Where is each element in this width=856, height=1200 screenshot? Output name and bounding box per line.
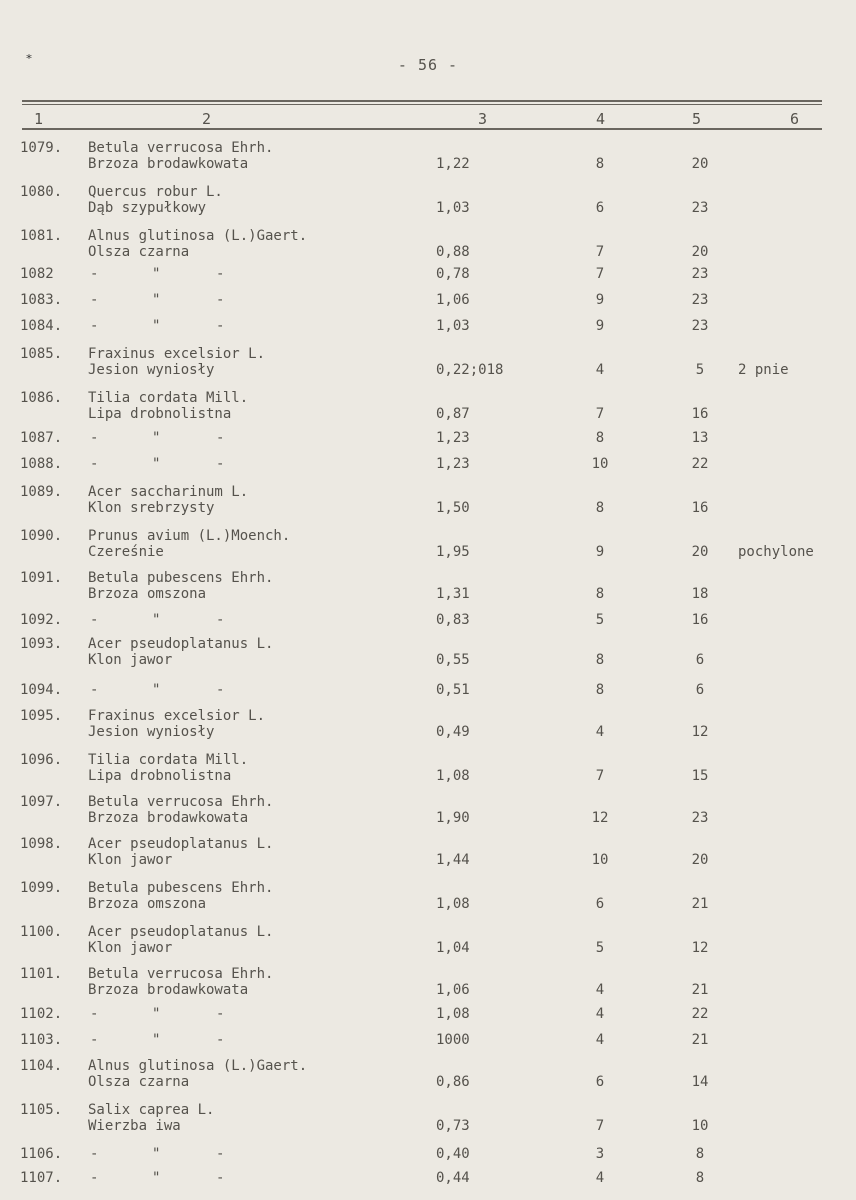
row-number: 1086. (20, 390, 63, 406)
value-col-4: 4 (595, 1006, 605, 1022)
value-col-4: 9 (595, 318, 605, 334)
latin-name: Betula pubescens Ehrh. (88, 880, 274, 896)
value-col-3: 0,44 (436, 1170, 470, 1186)
value-col-5: 5 (695, 362, 705, 378)
value-col-3: 1,03 (436, 318, 470, 334)
value-col-4: 7 (595, 1118, 605, 1134)
row-number: 1094. (20, 682, 63, 698)
value-col-3: 1000 (436, 1032, 470, 1048)
value-col-5: 15 (691, 768, 709, 784)
value-col-4: 4 (595, 724, 605, 740)
value-col-4: 7 (595, 266, 605, 282)
ditto-mark: - (216, 456, 225, 472)
ditto-mark: " (152, 266, 161, 282)
value-col-3: 0,22;018 (436, 362, 504, 378)
row-number: 1103. (20, 1032, 63, 1048)
value-col-5: 16 (691, 612, 709, 628)
ditto-mark: - (90, 266, 99, 282)
ditto-mark: - (216, 318, 225, 334)
value-col-5: 20 (691, 544, 709, 560)
ditto-mark: - (90, 1146, 99, 1162)
ditto-mark: - (216, 1170, 225, 1186)
value-col-3: 1,50 (436, 500, 470, 516)
row-number: 1106. (20, 1146, 63, 1162)
ditto-mark: - (216, 292, 225, 308)
value-col-3: 1,23 (436, 430, 470, 446)
row-number: 1079. (20, 140, 63, 156)
column-header-5: 5 (692, 110, 702, 128)
value-col-4: 8 (595, 586, 605, 602)
ditto-mark: - (90, 1170, 99, 1186)
value-col-4: 4 (595, 1032, 605, 1048)
value-col-5: 8 (695, 1170, 705, 1186)
value-col-4: 5 (595, 612, 605, 628)
value-col-3: 0,40 (436, 1146, 470, 1162)
row-number: 1104. (20, 1058, 63, 1074)
ditto-mark: - (90, 456, 99, 472)
top-rule-thin (22, 104, 822, 105)
value-col-5: 20 (691, 852, 709, 868)
value-col-5: 23 (691, 810, 709, 826)
latin-name: Alnus glutinosa (L.)Gaert. (88, 1058, 308, 1074)
polish-name: Brzoza omszona (88, 586, 207, 602)
ditto-mark: " (152, 1170, 161, 1186)
value-col-5: 23 (691, 318, 709, 334)
value-col-4: 5 (595, 940, 605, 956)
latin-name: Betula verrucosa Ehrh. (88, 140, 274, 156)
ditto-mark: " (152, 456, 161, 472)
ditto-mark: " (152, 430, 161, 446)
value-col-4: 4 (595, 1170, 605, 1186)
polish-name: Olsza czarna (88, 1074, 190, 1090)
polish-name: Lipa drobnolistna (88, 768, 232, 784)
polish-name: Klon jawor (88, 852, 173, 868)
polish-name: Brzoza omszona (88, 896, 207, 912)
value-col-4: 4 (595, 982, 605, 998)
value-col-3: 1,04 (436, 940, 470, 956)
value-col-4: 8 (595, 500, 605, 516)
ditto-mark: - (90, 1006, 99, 1022)
value-col-5: 21 (691, 982, 709, 998)
polish-name: Klon jawor (88, 940, 173, 956)
ditto-mark: " (152, 682, 161, 698)
ditto-mark: - (216, 430, 225, 446)
row-number: 1089. (20, 484, 63, 500)
value-col-5: 21 (691, 896, 709, 912)
polish-name: Klon srebrzysty (88, 500, 215, 516)
polish-name: Brzoza brodawkowata (88, 982, 249, 998)
value-col-4: 12 (591, 810, 609, 826)
row-number: 1090. (20, 528, 63, 544)
page-number: - 56 - (397, 56, 459, 74)
value-col-3: 0,49 (436, 724, 470, 740)
value-col-4: 8 (595, 682, 605, 698)
polish-name: Olsza czarna (88, 244, 190, 260)
row-number: 1093. (20, 636, 63, 652)
remark-col-6: pochylone (738, 544, 814, 560)
value-col-3: 1,03 (436, 200, 470, 216)
value-col-4: 10 (591, 456, 609, 472)
row-number: 1085. (20, 346, 63, 362)
column-header-3: 3 (478, 110, 488, 128)
value-col-5: 23 (691, 200, 709, 216)
value-col-4: 6 (595, 200, 605, 216)
ditto-mark: " (152, 318, 161, 334)
latin-name: Prunus avium (L.)Moench. (88, 528, 291, 544)
column-header-4: 4 (596, 110, 606, 128)
row-number: 1097. (20, 794, 63, 810)
latin-name: Fraxinus excelsior L. (88, 708, 266, 724)
value-col-3: 1,06 (436, 292, 470, 308)
latin-name: Betula verrucosa Ehrh. (88, 966, 274, 982)
value-col-4: 6 (595, 1074, 605, 1090)
latin-name: Acer pseudoplatanus L. (88, 924, 274, 940)
value-col-3: 1,06 (436, 982, 470, 998)
polish-name: Brzoza brodawkowata (88, 810, 249, 826)
value-col-4: 3 (595, 1146, 605, 1162)
top-rule (22, 100, 822, 102)
value-col-4: 7 (595, 244, 605, 260)
value-col-3: 0,83 (436, 612, 470, 628)
polish-name: Klon jawor (88, 652, 173, 668)
ditto-mark: " (152, 1032, 161, 1048)
latin-name: Tilia cordata Mill. (88, 752, 249, 768)
latin-name: Fraxinus excelsior L. (88, 346, 266, 362)
row-number: 1092. (20, 612, 63, 628)
row-number: 1080. (20, 184, 63, 200)
value-col-5: 21 (691, 1032, 709, 1048)
ditto-mark: " (152, 612, 161, 628)
row-number: 1087. (20, 430, 63, 446)
value-col-3: 1,08 (436, 768, 470, 784)
row-number: 1101. (20, 966, 63, 982)
ditto-mark: - (216, 682, 225, 698)
value-col-4: 7 (595, 406, 605, 422)
value-col-4: 4 (595, 362, 605, 378)
row-number: 1091. (20, 570, 63, 586)
column-header-6: 6 (790, 110, 800, 128)
value-col-4: 8 (595, 156, 605, 172)
row-number: 1082 (20, 266, 54, 282)
value-col-5: 16 (691, 500, 709, 516)
value-col-4: 8 (595, 652, 605, 668)
value-col-3: 1,95 (436, 544, 470, 560)
ditto-mark: - (216, 1032, 225, 1048)
latin-name: Betula pubescens Ehrh. (88, 570, 274, 586)
row-number: 1095. (20, 708, 63, 724)
value-col-5: 13 (691, 430, 709, 446)
row-number: 1084. (20, 318, 63, 334)
value-col-3: 0,86 (436, 1074, 470, 1090)
ditto-mark: - (216, 612, 225, 628)
row-number: 1098. (20, 836, 63, 852)
value-col-3: 0,51 (436, 682, 470, 698)
latin-name: Tilia cordata Mill. (88, 390, 249, 406)
polish-name: Dąb szypułkowy (88, 200, 207, 216)
value-col-5: 23 (691, 266, 709, 282)
ditto-mark: - (90, 1032, 99, 1048)
value-col-3: 0,73 (436, 1118, 470, 1134)
value-col-3: 1,44 (436, 852, 470, 868)
value-col-5: 22 (691, 1006, 709, 1022)
value-col-3: 0,55 (436, 652, 470, 668)
ditto-mark: - (90, 430, 99, 446)
ditto-mark: - (90, 612, 99, 628)
value-col-5: 14 (691, 1074, 709, 1090)
ditto-mark: - (90, 682, 99, 698)
value-col-5: 8 (695, 1146, 705, 1162)
ink-mark: ⁎ (26, 48, 32, 62)
value-col-5: 16 (691, 406, 709, 422)
polish-name: Lipa drobnolistna (88, 406, 232, 422)
column-header-2: 2 (202, 110, 212, 128)
latin-name: Acer pseudoplatanus L. (88, 636, 274, 652)
row-number: 1100. (20, 924, 63, 940)
remark-col-6: 2 pnie (738, 362, 789, 378)
value-col-5: 6 (695, 652, 705, 668)
latin-name: Acer saccharinum L. (88, 484, 249, 500)
polish-name: Wierzba iwa (88, 1118, 181, 1134)
value-col-5: 23 (691, 292, 709, 308)
column-header-1: 1 (34, 110, 44, 128)
row-number: 1099. (20, 880, 63, 896)
latin-name: Betula verrucosa Ehrh. (88, 794, 274, 810)
ditto-mark: - (216, 1146, 225, 1162)
polish-name: Czereśnie (88, 544, 164, 560)
value-col-3: 1,08 (436, 1006, 470, 1022)
row-number: 1088. (20, 456, 63, 472)
latin-name: Salix caprea L. (88, 1102, 215, 1118)
ditto-mark: - (90, 318, 99, 334)
latin-name: Alnus glutinosa (L.)Gaert. (88, 228, 308, 244)
ditto-mark: - (216, 266, 225, 282)
value-col-5: 12 (691, 940, 709, 956)
value-col-3: 1,90 (436, 810, 470, 826)
polish-name: Brzoza brodawkowata (88, 156, 249, 172)
polish-name: Jesion wyniosły (88, 362, 215, 378)
row-number: 1081. (20, 228, 63, 244)
polish-name: Jesion wyniosły (88, 724, 215, 740)
latin-name: Acer pseudoplatanus L. (88, 836, 274, 852)
value-col-5: 20 (691, 156, 709, 172)
row-number: 1096. (20, 752, 63, 768)
latin-name: Quercus robur L. (88, 184, 223, 200)
value-col-5: 22 (691, 456, 709, 472)
ditto-mark: - (90, 292, 99, 308)
row-number: 1083. (20, 292, 63, 308)
value-col-4: 9 (595, 544, 605, 560)
value-col-3: 1,22 (436, 156, 470, 172)
value-col-4: 9 (595, 292, 605, 308)
value-col-5: 10 (691, 1118, 709, 1134)
value-col-4: 7 (595, 768, 605, 784)
value-col-3: 0,88 (436, 244, 470, 260)
value-col-5: 12 (691, 724, 709, 740)
value-col-5: 20 (691, 244, 709, 260)
value-col-4: 8 (595, 430, 605, 446)
row-number: 1102. (20, 1006, 63, 1022)
header-rule (22, 128, 822, 130)
value-col-5: 18 (691, 586, 709, 602)
ditto-mark: " (152, 1006, 161, 1022)
value-col-4: 6 (595, 896, 605, 912)
value-col-3: 1,08 (436, 896, 470, 912)
ditto-mark: - (216, 1006, 225, 1022)
value-col-3: 1,23 (436, 456, 470, 472)
ditto-mark: " (152, 292, 161, 308)
value-col-5: 6 (695, 682, 705, 698)
value-col-3: 1,31 (436, 586, 470, 602)
value-col-3: 0,78 (436, 266, 470, 282)
row-number: 1105. (20, 1102, 63, 1118)
row-number: 1107. (20, 1170, 63, 1186)
value-col-3: 0,87 (436, 406, 470, 422)
ditto-mark: " (152, 1146, 161, 1162)
value-col-4: 10 (591, 852, 609, 868)
